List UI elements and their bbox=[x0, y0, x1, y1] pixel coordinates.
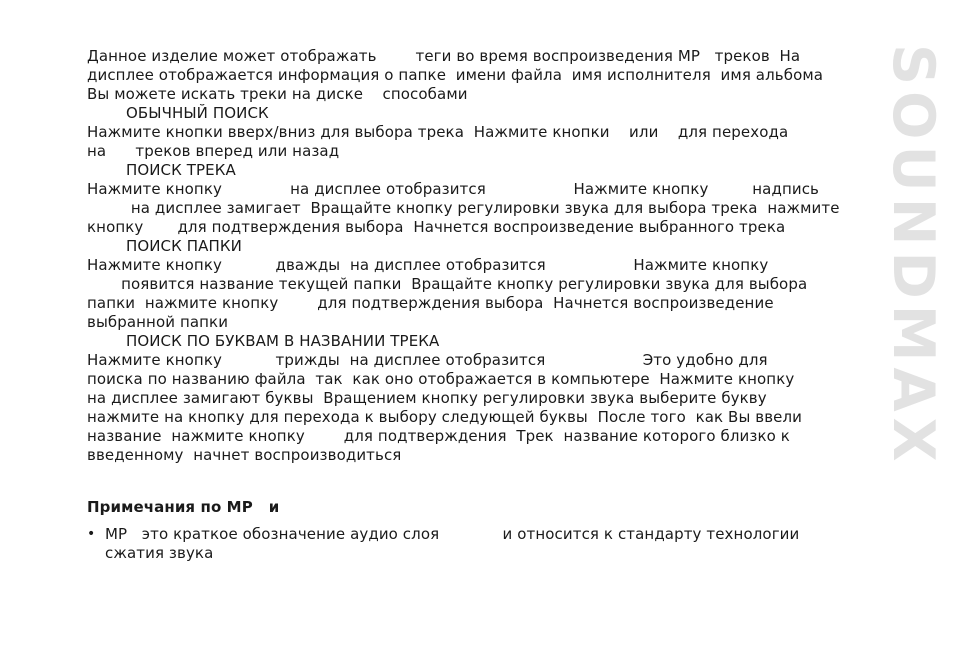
paragraph-line: нажмите на кнопку для перехода к выбору следующей буквы После того как Вы ввели bbox=[87, 408, 803, 426]
paragraph-line: Нажмите кнопку на дисплее отобразится Нажмите кнопку надпись bbox=[87, 180, 819, 198]
section-heading-normal-search: ОБЫЧНЫЙ ПОИСК bbox=[87, 104, 269, 122]
section-heading-folder-search: ПОИСК ПАПКИ bbox=[87, 237, 242, 255]
paragraph-line: кнопку для подтверждения выбора Начнется воспроизведение выбранного трека bbox=[87, 218, 786, 236]
paragraph-line: введенному начнет воспроизводиться bbox=[87, 446, 402, 464]
paragraph-line: название нажмите кнопку для подтверждения Трек название которого близко к bbox=[87, 427, 790, 445]
section-heading-track-search: ПОИСК ТРЕКА bbox=[87, 161, 236, 179]
paragraph-line: Вы можете искать треки на диске способами bbox=[87, 85, 468, 103]
bullet-line: MP это краткое обозначение аудио слоя и относится к стандарту технологии bbox=[105, 525, 800, 543]
paragraph-line: на дисплее замигают буквы Вращением кнопку регулировки звука выберите букву bbox=[87, 389, 767, 407]
bullet-line: сжатия звука bbox=[105, 544, 214, 562]
notes-heading: Примечания по MP и bbox=[87, 498, 280, 516]
bullet-item bbox=[87, 525, 887, 565]
paragraph-line: поиска по названию файла так как оно отображается в компьютере Нажмите кнопку bbox=[87, 370, 795, 388]
soundmax-watermark-logo: SOUNDMAX bbox=[880, 44, 946, 468]
paragraph-line: Данное изделие может отображать теги во время воспроизведения MP треков На bbox=[87, 47, 801, 65]
section-heading-letter-search: ПОИСК ПО БУКВАМ В НАЗВАНИИ ТРЕКА bbox=[87, 332, 440, 350]
paragraph-line: папки нажмите кнопку для подтверждения выбора Начнется воспроизведение bbox=[87, 294, 774, 312]
paragraph-line: дисплее отображается информация о папке имени файла имя исполнителя имя альбома bbox=[87, 66, 824, 84]
paragraph-line: Нажмите кнопку трижды на дисплее отобразится Это удобно для bbox=[87, 351, 768, 369]
paragraph-line: на треков вперед или назад bbox=[87, 142, 340, 160]
paragraph-line: Нажмите кнопку дважды на дисплее отобразится Нажмите кнопку bbox=[87, 256, 769, 274]
paragraph-line: выбранной папки bbox=[87, 313, 229, 331]
paragraph-line: Нажмите кнопки вверх/вниз для выбора трека Нажмите кнопки или для перехода bbox=[87, 123, 789, 141]
bullet-icon: • bbox=[87, 526, 96, 542]
paragraph-line: появится название текущей папки Вращайте кнопку регулировки звука для выбора bbox=[87, 275, 808, 293]
paragraph-line: на дисплее замигает Вращайте кнопку регулировки звука для выбора трека нажмите bbox=[87, 199, 840, 217]
